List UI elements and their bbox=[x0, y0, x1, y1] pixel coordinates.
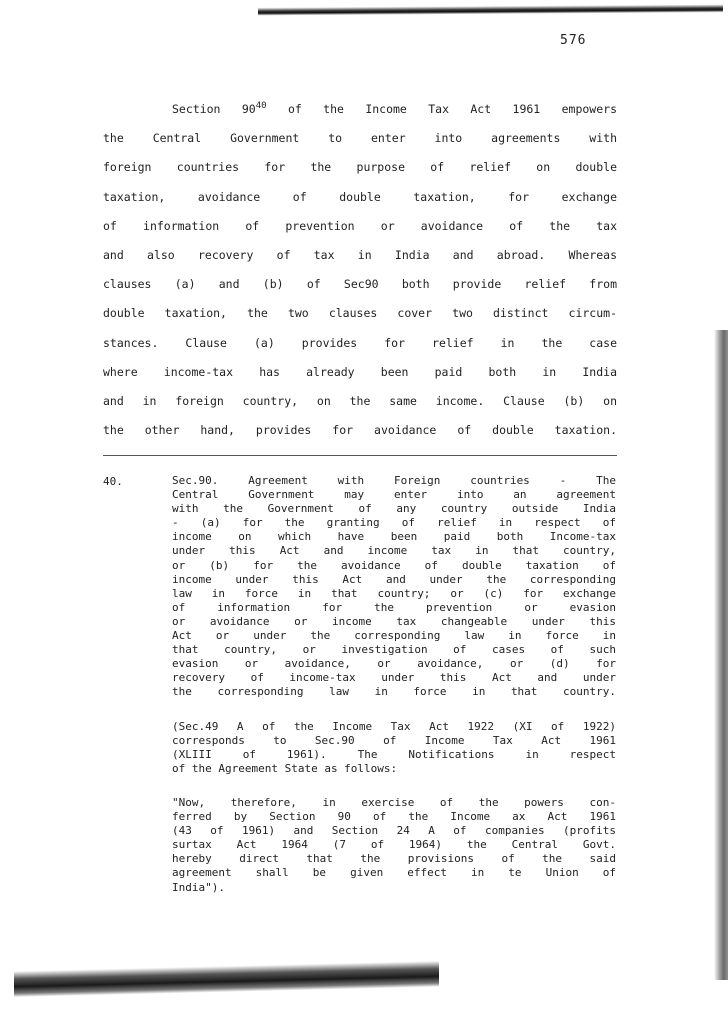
footnote-line: of the Agreement State as follows: bbox=[172, 762, 398, 776]
footnote-line: ferred by Section 90 of the Income ax Act 1961 bbox=[172, 810, 616, 824]
body-line: taxation, avoidance of double taxation, for exchange bbox=[103, 189, 617, 204]
body-line: and also recovery of tax in India and abroad. Whereas bbox=[103, 248, 617, 263]
body-line: where income-tax has already been paid both in India bbox=[103, 364, 617, 379]
body-line: stances. Clause (a) provides for relief in the case bbox=[103, 335, 617, 350]
footnote-separator bbox=[103, 455, 617, 456]
page-number: 576 bbox=[560, 33, 587, 48]
footnote-line: corresponds to Sec.90 of Income Tax Act 1961 bbox=[172, 734, 616, 748]
footnote-line: Sec.90. Agreement with Foreign countries - The bbox=[172, 474, 616, 487]
body-line bbox=[103, 95, 617, 124]
footnote-line: evasion or avoidance, or avoidance, or (d) for bbox=[172, 657, 616, 671]
footnote-line: - (a) for the granting of relief in respect of bbox=[172, 516, 616, 530]
footnote-paragraph bbox=[172, 720, 616, 776]
footnote-line: income under this Act and under the corresponding bbox=[172, 572, 616, 586]
footnote-line: income on which have been paid both Income-tax bbox=[172, 530, 616, 544]
footnote-line: law in force in that country; or (c) for exchange bbox=[172, 586, 616, 600]
body-line: the other hand, provides for avoidance of double taxation. bbox=[103, 423, 617, 438]
scan-edge-top bbox=[258, 4, 723, 15]
footnote-paragraph bbox=[172, 474, 616, 700]
footnote-line: recovery of income-tax under this Act and under bbox=[172, 671, 616, 685]
footnote-line: surtax Act 1964 (7 of 1964) the Central Govt. bbox=[172, 838, 616, 852]
body-line: clauses (a) and (b) of Sec90 both provide relief from bbox=[103, 277, 617, 292]
footnote-line: Act or under the corresponding law in force in bbox=[172, 629, 616, 643]
body-line: of information of prevention or avoidance of the tax bbox=[103, 218, 617, 233]
footnote-reference[interactable]: 40 bbox=[255, 101, 267, 111]
footnote-line: or (b) for the avoidance of double taxation of bbox=[172, 558, 616, 572]
body-line: double taxation, the two clauses cover two distinct circum- bbox=[103, 306, 617, 321]
footnote-line: agreement shall be given effect in te Union of bbox=[172, 866, 616, 880]
footnote-line: hereby direct that the provisions of the said bbox=[172, 852, 616, 866]
body-line: foreign countries for the purpose of relief on double bbox=[103, 160, 617, 175]
scan-edge-bottom bbox=[14, 961, 439, 997]
scan-edge-right bbox=[714, 330, 728, 980]
footnote-line: "Now, therefore, in exercise of the powers con- bbox=[172, 796, 616, 809]
footnote-line: (43 of 1961) and Section 24 A of companies (profits bbox=[172, 824, 616, 838]
footnote-line: of information for the prevention or evasion bbox=[172, 600, 616, 614]
body-line: and in foreign country, on the same income. Clause (b) on bbox=[103, 394, 617, 409]
footnote-paragraph bbox=[172, 796, 616, 895]
body-text-segment: Section 90 bbox=[172, 102, 256, 116]
footnote-line: Central Government may enter into an agreement bbox=[172, 488, 616, 502]
footnote-line: (XLIII of 1961). The Notifications in respect bbox=[172, 748, 616, 762]
footnote-line: India"). bbox=[172, 880, 225, 894]
footnote-line: (Sec.49 A of the Income Tax Act 1922 (XI of 1922) bbox=[172, 720, 616, 733]
footnote-line: or avoidance or income tax changeable under this bbox=[172, 614, 616, 628]
footnote-line: that country, or investigation of cases of such bbox=[172, 643, 616, 657]
footnote-line: the corresponding law in force in that country. bbox=[172, 685, 616, 699]
footnote-number: 40. bbox=[103, 475, 123, 488]
body-line: the Central Government to enter into agreements with bbox=[103, 131, 617, 146]
body-paragraph bbox=[103, 95, 617, 445]
footnote-line: with the Government of any country outside India bbox=[172, 502, 616, 516]
footnote-line: under this Act and income tax in that country, bbox=[172, 544, 616, 558]
body-text-segment: of the Income Tax Act 1961 empowers bbox=[287, 102, 617, 116]
